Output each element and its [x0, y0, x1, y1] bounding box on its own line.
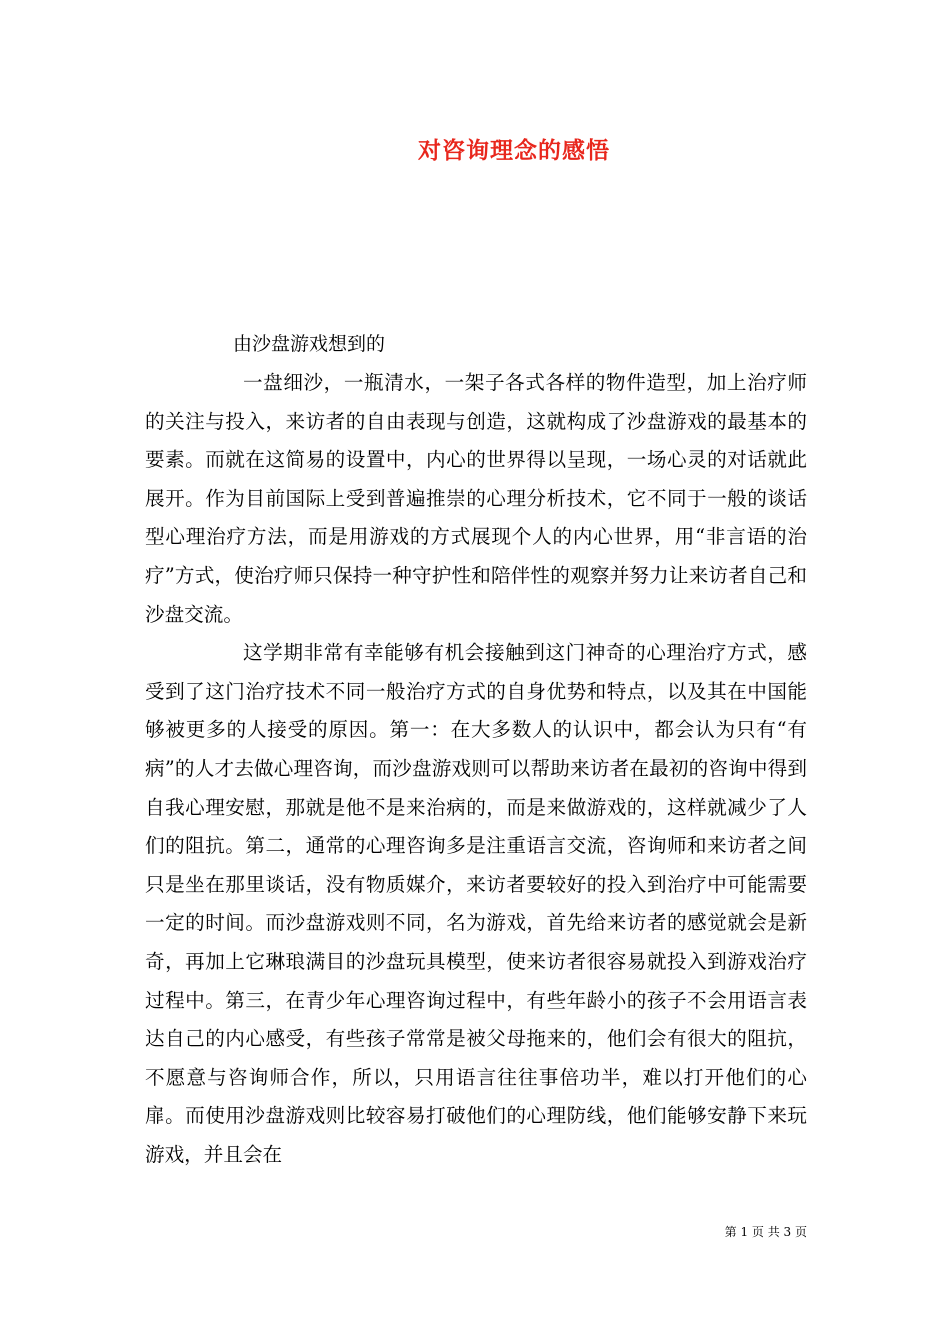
page-number-footer: 第 1 页 共 3 页 [724, 1225, 807, 1239]
paragraph-2: 这学期非常有幸能够有机会接触到这门神奇的心理治疗方式，感受到了这门治疗技术不同一般治疗方式的自身优势和特点，以及其在中国能够被更多的人接受的原因。第一：在大多数人的认识中，都会认为只有“有病”的人才去做心理咨询，而沙盘游戏则可以帮助来访者在最初的咨询中得到自我心理安慰，那就是他不是来治病的，而是来做游戏的，这样就减少了人们的阻抗。第二，通常的心理咨询多是注重语言交流，咨询师和来访者之间只是坐在那里谈话，没有物质媒介，来访者要较好的投入到治疗中可能需要一定的时间。而沙盘游戏则不同，名为游戏，首先给来访者的感觉就会是新奇，再加上它琳琅满目的沙盘玩具模型，使来访者很容易就投入到游戏治疗过程中。第三，在青少年心理咨询过程中，有些年龄小的孩子不会用语言表达自己的内心感受，有些孩子常常是被父母拖来的，他们会有很大的阻抗，不愿意与咨询师合作，所以，只用语言往往事倍功半，难以打开他们的心扉。而使用沙盘游戏则比较容易打破他们的心理防线，他们能够安静下来玩游戏，并且会在 [145, 641, 807, 1166]
paragraph-1: 一盘细沙，一瓶清水，一架子各式各样的物件造型，加上治疗师的关注与投入，来访者的自由表现与创造，这就构成了沙盘游戏的最基本的要素。而就在这简易的设置中，内心的世界得以呈现，一场心灵的对话就此展开。作为目前国际上受到普遍推崇的心理分析技术，它不同于一般的谈话型心理治疗方法，而是用游戏的方式展现个人的内心世界，用“非言语的治疗”方式，使治疗师只保持一种守护性和陪伴性的观察并努力让来访者自己和沙盘交流。 [145, 371, 807, 626]
page-title: 对咨询理念的感悟 [418, 137, 610, 164]
section-subtitle: 由沙盘游戏想到的 [233, 333, 386, 355]
document-body [145, 324, 807, 1174]
